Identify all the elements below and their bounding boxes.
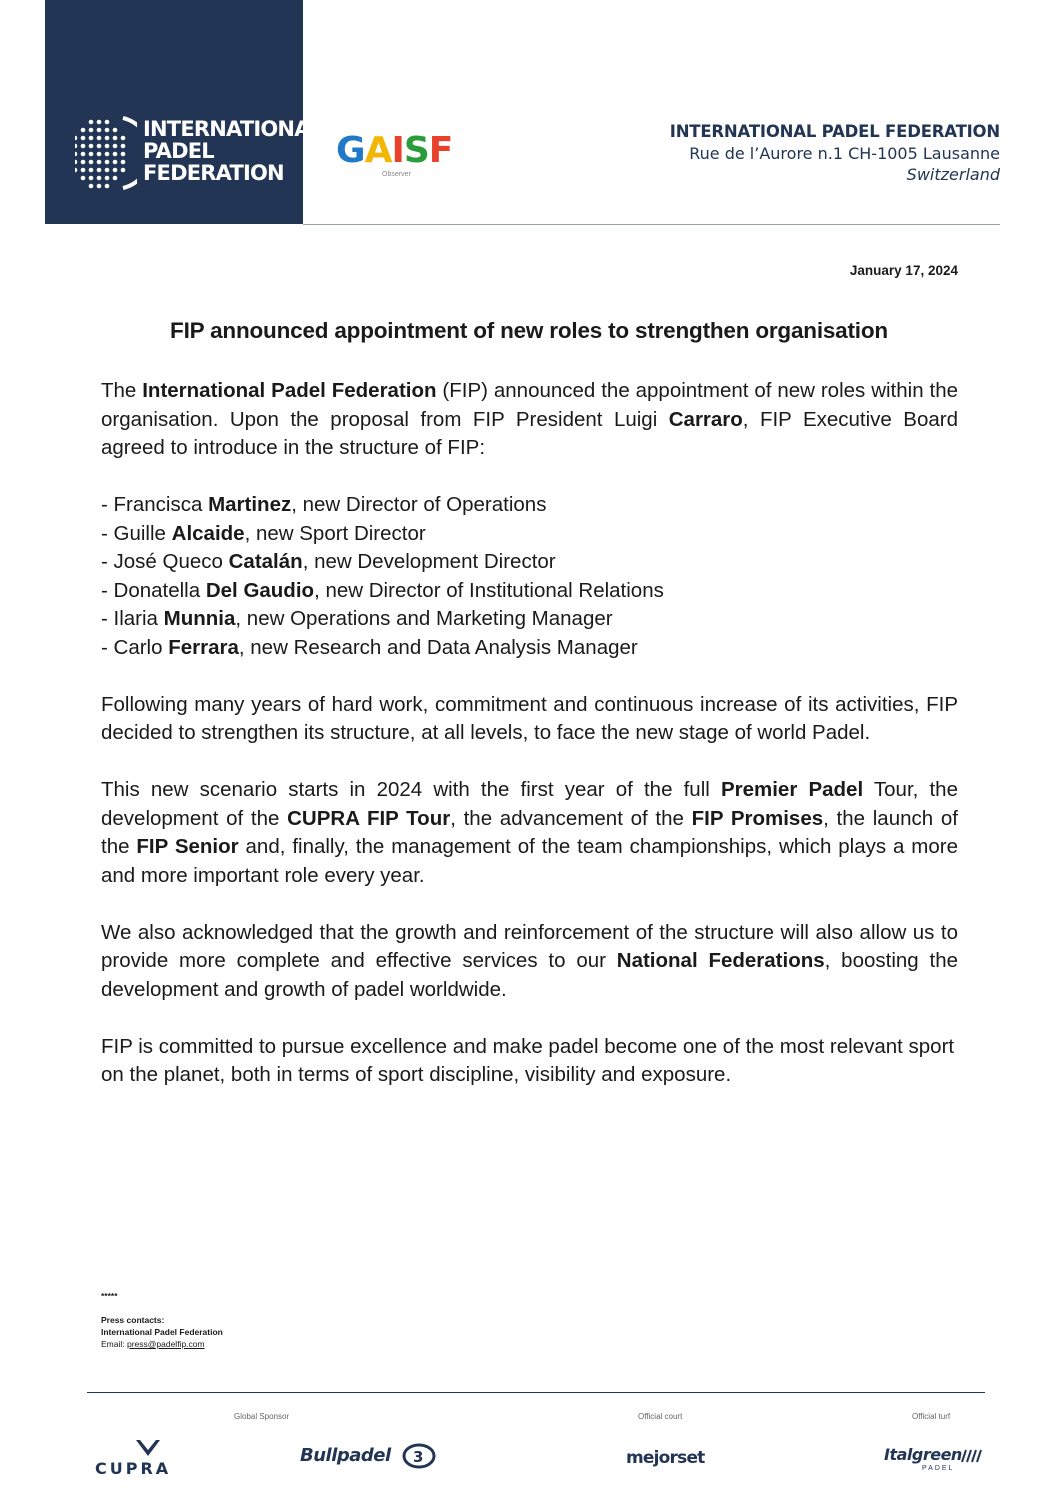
gaisf-letter: S <box>403 130 429 171</box>
emblem-dot <box>113 152 118 157</box>
text-run: Tour, the development of the <box>101 778 958 830</box>
text-run: - Ilaria <box>101 607 164 630</box>
emblem-dot <box>121 160 126 165</box>
text-run: , new Director of Operations <box>291 493 547 516</box>
address-street: Rue de l’Aurore n.1 CH-1005 Lausanne <box>689 144 1000 163</box>
emblem-dot <box>113 136 118 141</box>
text-run: The <box>101 379 143 402</box>
fip-logo-wordmark <box>143 118 322 184</box>
emblem-dot <box>121 152 126 157</box>
bold-run: Munnia <box>163 607 236 630</box>
text-run: - Guille <box>101 521 172 545</box>
bold-run: National Federations <box>616 949 825 972</box>
gaisf-letter: I <box>391 130 404 171</box>
label-official-court: Official court <box>638 1412 683 1421</box>
bold-run: CUPRA FIP Tour <box>287 806 451 830</box>
paragraph-structure: Following many years of hard work, commitment and continuous increase of its activities, FIP decided to strengthen its structure, at all levels, to face the new stage of world Padel. <box>101 692 958 744</box>
emblem-dot <box>105 144 110 149</box>
press-email-line <box>101 1338 223 1350</box>
emblem-dot <box>97 144 102 149</box>
bold-run: Premier Padel <box>720 778 864 801</box>
list-item <box>101 520 958 549</box>
fip-logo-line: INTERNATIONAL <box>143 117 323 141</box>
text-run: This new scenario starts in 2024 with the first year of the full <box>101 778 721 801</box>
list-item <box>101 634 958 663</box>
text-run: - Francisca <box>101 493 209 516</box>
emblem-dot <box>81 136 86 141</box>
emblem-dot <box>81 168 86 173</box>
text-run: - Carlo <box>101 635 169 659</box>
bold-run: Alcaide <box>171 521 245 545</box>
emblem-dot <box>89 136 94 141</box>
text-run: , new Director of Institutional Relations <box>314 578 664 602</box>
emblem-dot <box>105 136 110 141</box>
text-run: (FIP) announced the appointment of new roles within the organisation. Upon the proposal from FIP President Luigi <box>101 379 958 431</box>
bold-run: Ferrara <box>168 635 239 659</box>
gaisf-letter: A <box>364 130 392 171</box>
emblem-dot <box>75 160 77 165</box>
emblem-dot <box>75 152 77 157</box>
emblem-dot <box>89 160 94 165</box>
emblem-dot <box>97 184 102 189</box>
emblem-dot <box>89 184 94 189</box>
emblem-dot <box>113 128 118 133</box>
list-item <box>101 548 958 577</box>
emblem-dot <box>81 160 86 165</box>
sponsor-cupra: CUPRA <box>95 1459 172 1478</box>
text-run: We also acknowledged that the growth and reinforcement of the structure will also allow us to provide more complete and effective services to our <box>101 920 958 972</box>
emblem-dot <box>113 176 118 181</box>
emblem-dot <box>105 152 110 157</box>
emblem-dot <box>105 128 110 133</box>
label-official-turf: Official turf <box>912 1412 951 1421</box>
list-item <box>101 605 958 634</box>
gaisf-subtitle: Observer <box>382 171 411 178</box>
emblem-dot <box>97 128 102 133</box>
sponsor-mejorset: mejorset <box>626 1448 705 1468</box>
text-run: , new Sport Director <box>244 521 426 545</box>
italgreen-stripes-icon <box>958 1449 982 1463</box>
emblem-dot <box>81 176 86 181</box>
emblem-dot <box>89 128 94 133</box>
text-run: , new Operations and Marketing Manager <box>235 607 613 630</box>
footer-divider <box>87 1392 985 1393</box>
emblem-dot <box>97 160 102 165</box>
paragraph-commitment: FIP is committed to pursue excellence and make padel become one of the most relevant sport on the planet, both in terms of sport discipline, visibility and exposure. <box>101 1034 955 1086</box>
list-item <box>101 491 958 520</box>
emblem-dot <box>81 152 86 157</box>
emblem-dot <box>105 184 110 189</box>
press-heading: Press contacts: <box>101 1315 165 1325</box>
emblem-dot <box>105 176 110 181</box>
press-contacts <box>101 1290 223 1350</box>
emblem-dot <box>105 160 110 165</box>
emblem-dot <box>89 176 94 181</box>
emblem-dot <box>89 152 94 157</box>
text-run: , new Development Director <box>302 550 556 573</box>
bold-run: Del Gaudio <box>205 578 315 602</box>
emblem-dot <box>121 144 126 149</box>
paragraph-services <box>101 919 958 1005</box>
emblem-dot <box>113 168 118 173</box>
text-run: , new Research and Data Analysis Manager <box>238 635 638 659</box>
email-label: Email: <box>101 1339 127 1349</box>
emblem-dot <box>97 120 102 125</box>
svg-text:3: 3 <box>413 1448 424 1466</box>
press-release-body <box>101 377 958 1118</box>
gaisf-logo <box>336 130 453 178</box>
emblem-dot <box>89 120 94 125</box>
paragraph-scenario <box>101 776 958 890</box>
bold-run: Carraro <box>668 407 743 431</box>
intro-paragraph <box>101 377 958 463</box>
page-title: FIP announced appointment of new roles to strengthen organisation <box>170 318 888 343</box>
gaisf-letter: G <box>336 130 365 171</box>
text-run: - José Queco <box>101 550 229 573</box>
text-run: and, finally, the management of the team championships, which plays a more and more important role every year. <box>101 835 959 887</box>
fip-logo-line: FEDERATION <box>143 161 284 185</box>
bold-run: Martinez <box>208 493 292 516</box>
emblem-dot <box>97 136 102 141</box>
gaisf-letter: F <box>428 130 453 171</box>
emblem-dot <box>89 168 94 173</box>
appointments-list <box>101 491 958 662</box>
emblem-dot <box>75 144 77 149</box>
bold-run: Catalán <box>228 550 303 573</box>
fip-logo-line: PADEL <box>143 139 214 163</box>
release-date: January 17, 2024 <box>849 263 958 278</box>
emblem-dot <box>105 168 110 173</box>
emblem-dot <box>81 144 86 149</box>
press-org: International Padel Federation <box>101 1327 223 1337</box>
fip-emblem-icon <box>75 108 137 198</box>
sponsor-italgreen: Italgreen <box>884 1445 962 1464</box>
emblem-dot <box>113 144 118 149</box>
sponsor-bullpadel: Bullpadel <box>300 1445 391 1466</box>
emblem-dot <box>75 168 77 173</box>
bold-run: FIP Senior <box>136 835 239 858</box>
bold-run: International Padel Federation <box>142 379 437 402</box>
emblem-dot <box>89 144 94 149</box>
emblem-dot <box>113 160 118 165</box>
emblem-dot <box>97 152 102 157</box>
list-item <box>101 577 958 606</box>
bold-run: FIP Promises <box>691 806 824 830</box>
emblem-dot <box>97 176 102 181</box>
press-email-link[interactable]: press@padelfip.com <box>126 1339 205 1349</box>
emblem-dot <box>121 168 126 173</box>
text-run: , FIP Executive Board agreed to introduce in the structure of FIP: <box>101 407 959 459</box>
text-run: , boosting the development and growth of padel worldwide. <box>101 949 958 1001</box>
address-block <box>670 121 1000 185</box>
gaisf-wordmark <box>336 130 453 171</box>
separator-stars: ***** <box>101 1291 118 1301</box>
bullpadel-emblem-icon <box>402 1443 436 1469</box>
address-org: INTERNATIONAL PADEL FEDERATION <box>669 122 1000 141</box>
label-global-sponsor: Global Sponsor <box>234 1412 290 1421</box>
address-country: Switzerland <box>906 165 1000 184</box>
emblem-dot <box>121 136 126 141</box>
emblem-dot <box>81 128 86 133</box>
emblem-dot <box>105 120 110 125</box>
fip-logo-panel <box>45 0 323 224</box>
emblem-dot <box>97 168 102 173</box>
emblem-dot <box>75 136 77 141</box>
text-run: , the advancement of the <box>450 806 692 830</box>
sponsor-italgreen-sub: PADEL <box>922 1465 955 1472</box>
text-run: - Donatella <box>101 578 206 602</box>
header-divider <box>303 224 1000 225</box>
text-run: , the launch of the <box>101 806 958 858</box>
cupra-emblem-icon <box>134 1438 162 1458</box>
